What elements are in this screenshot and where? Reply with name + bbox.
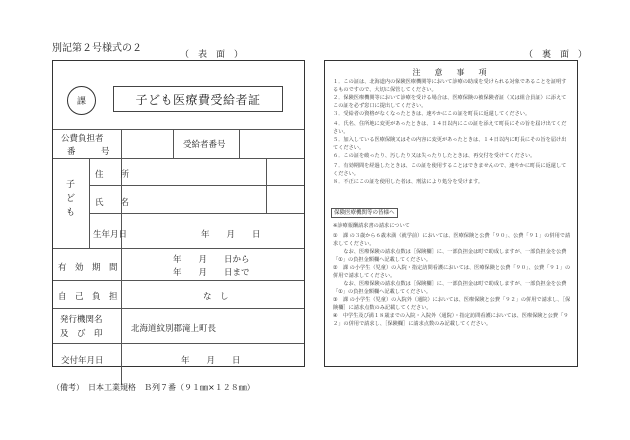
billing-item: ① 課 の３歳から６歳未満（就学前）においては、医療保険と公費「９０」、公費「９１」の併用で請求してください。 xyxy=(333,233,571,247)
rule xyxy=(121,158,122,385)
rule xyxy=(53,343,304,344)
payer-number-label: 公費負担者 xyxy=(61,134,104,144)
note-item: ５．加入している医療保険又はその内容に変更があったときは、１４日以内に町長にその旨を届け出てください。 xyxy=(333,137,567,151)
rule xyxy=(53,308,304,309)
card-title: 子ども医療費受給者証 xyxy=(113,86,283,112)
form-number-label: 別記第２号様式の２ xyxy=(52,43,142,54)
billing-item: なお、医療保険の請求点数は［保険欄］に、一部負担金は町で助成しますが、一部負担金を公費「①」の負担金額欄へ記載してください。 xyxy=(333,281,567,295)
valid-period-from: 年 月 日から xyxy=(173,255,250,265)
note-item: ２．保険医療機関等において診療を受ける場合は、医療保険の被保険者証（又は組合員証）に添えてこの証を必ず窓口に提出してください。 xyxy=(333,95,567,109)
billing-item: なお、医療保険の請求点数は［保険欄］に、一部負担金は町で助成しますが、一部負担金を公費「①」の負担金額欄へ記載してください。 xyxy=(333,249,567,263)
rule xyxy=(239,129,240,158)
billing-item: ② 課 の小学生（児童）の入院・指定訪問看護においては、医療保険と公費「９０」、公費「９１」の併用で請求してください。 xyxy=(333,265,571,279)
note-item: １．この証は、北海道内の保険医療機関等において診療の助成を受けられる対象であることを証明するものですので、大切に保管してください。 xyxy=(333,79,567,93)
billing-item: ④ 中学生及び満１８歳までの入院・入院外（通院）・指定訪問看護においては、医療保険と公費「９２」の併用で請求し、［保険欄］に請求点数のみ記載してください。 xyxy=(333,313,569,327)
rule xyxy=(53,129,304,130)
note-item: ８．不正にこの証を使用した者は、刑法により処分を受けます。 xyxy=(333,179,484,185)
rule xyxy=(53,280,304,281)
copay-value: な し xyxy=(203,292,229,302)
valid-period-label: 有 効 期 間 xyxy=(58,263,118,273)
notes-title: 注 意 事 項 xyxy=(412,68,490,77)
payer-number-label-2: 番 号 xyxy=(67,147,110,157)
billing-title: ※診療報酬請求書の請求について xyxy=(333,223,410,229)
billing-item: ③ 課 の小学生（児童）の入院外（通院）においては、医療保険と公費「９２」の併用で請求し、［保険欄］に請求点数のみ記載してください。 xyxy=(333,297,571,311)
issue-date-value: 年 月 日 xyxy=(181,356,241,366)
note-item: ４．氏名、住所地に変更があったときは、１４日以内にこの証を添えて町長にその旨を届け出てください。 xyxy=(333,121,567,135)
note-item: ６．この証を破ったり、汚したり又は失ったりしたときは、再交付を受けてください。 xyxy=(333,153,536,159)
back-card xyxy=(324,60,578,367)
issuer-label-1: 発行機関名 xyxy=(60,315,103,325)
name-label: 氏 名 xyxy=(95,198,130,208)
back-side-label: （ 裏 面 ） xyxy=(524,50,588,60)
issuer-label-2: 及 び 印 xyxy=(60,329,103,339)
address-label: 住 所 xyxy=(95,170,130,180)
rule xyxy=(53,248,304,249)
issuer-value: 北海道紋別郡滝上町長 xyxy=(131,324,217,334)
note-item: ７．有効期間を経過したときは、この証を使用することはできませんので、速やかに町長に返還してください。 xyxy=(333,163,567,177)
remark-footnote: （備考） 日本工業規格 Ｂ列７番（９１㎜×１２８㎜） xyxy=(52,383,255,392)
issue-date-label: 交付年月日 xyxy=(61,356,104,366)
front-card xyxy=(52,60,305,367)
note-item: ３．受給者の資格がなくなったときは、速やかにこの証を町長に返還してください。 xyxy=(333,111,531,117)
rule xyxy=(173,129,174,158)
rule xyxy=(121,129,122,158)
dob-value: 年 月 日 xyxy=(201,230,261,240)
front-side-label: （ 表 面 ） xyxy=(180,50,244,60)
child-label: 子 ど も xyxy=(66,180,76,218)
rule xyxy=(89,158,90,248)
valid-period-to: 年 月 日まで xyxy=(173,268,250,278)
rule xyxy=(266,158,267,213)
seal-stamp: 課 xyxy=(67,86,96,115)
copay-label: 自 己 負 担 xyxy=(58,292,118,302)
recipient-number-label: 受給者番号 xyxy=(183,140,226,150)
section-heading: 保険医療機関等の皆様へ xyxy=(331,208,398,218)
dob-label: 生年月日 xyxy=(93,230,128,240)
